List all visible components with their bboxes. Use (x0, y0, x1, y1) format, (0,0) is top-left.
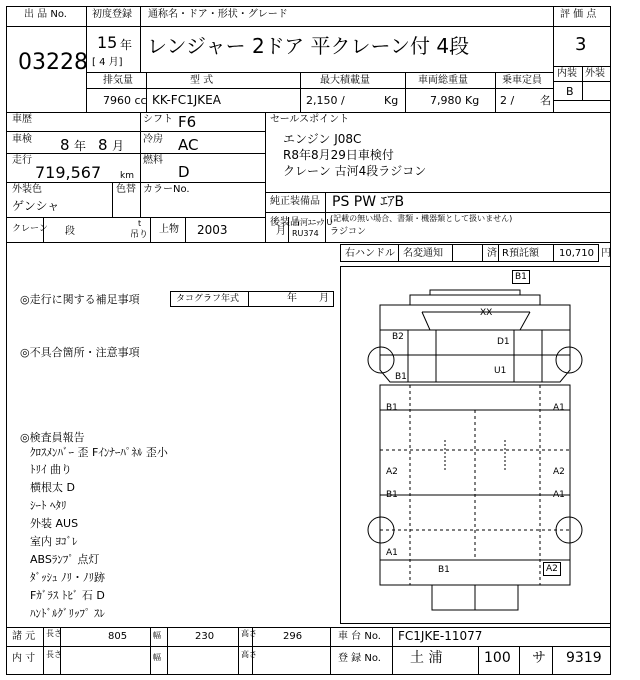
inspector-line: ｸﾛｽﾒﾝﾊﾞｰ 歪 Fｲﾝﾅｰﾊﾟﾈﾙ 歪小 (30, 446, 168, 459)
equipment-label: 純正装備品 (270, 196, 320, 207)
shift-label: シフト (143, 114, 173, 125)
tacho-label: タコグラフ年式 (176, 294, 240, 304)
grade-label: 評 価 点 (560, 9, 597, 20)
damage-mark: B1 (512, 270, 530, 284)
inspector-line: ﾄﾘｲ 曲り (30, 463, 72, 476)
first-reg-year: 15 (97, 33, 118, 52)
damage-mark: A1 (553, 490, 565, 500)
damage-mark: A1 (386, 548, 398, 558)
damage-mark: A1 (553, 403, 565, 413)
damage-mark: A2 (543, 562, 561, 576)
upper-label: 上物 (159, 224, 179, 235)
damage-mark: A2 (386, 467, 398, 477)
dims-label: 諸 元 (12, 631, 36, 642)
damage-mark: XX (480, 308, 493, 318)
chassis-number: FC1JKE-11077 (398, 629, 483, 643)
displacement-label: 排気量 (103, 75, 133, 86)
damage-mark: B1 (386, 490, 398, 500)
tacho-year-unit: 年 (287, 293, 297, 304)
inspection-label: 車検 (12, 134, 32, 145)
width-label: 幅 (153, 631, 161, 640)
sales-point-line: クレーン 古河4段ラジコン (283, 164, 427, 178)
damage-mark: A2 (553, 467, 565, 477)
color-change-label: 色替 (116, 184, 136, 195)
history-label: 車歴 (12, 114, 32, 125)
max-load: 2,150 / (306, 94, 345, 107)
aircon-label: 冷房 (143, 134, 163, 145)
max-load-unit: Kg (384, 94, 399, 107)
sales-points-label: セールスポイント (270, 114, 350, 125)
inspection-year-unit: 年 (74, 139, 87, 153)
crane-label: クレーン (12, 224, 48, 234)
damage-mark: B1 (395, 372, 407, 382)
inspector-line: ﾀﾞｯｼｭ ﾉﾘ・ﾉﾘ跡 (30, 571, 105, 584)
aftermarket-value: ラジコン (330, 227, 367, 237)
sales-point-line: R8年8月29日車検付 (283, 148, 394, 162)
fuel-value: D (178, 163, 190, 181)
upper-model: RU374 (292, 229, 319, 238)
color-label: 外装色 (12, 184, 42, 195)
inner-height-label: 高さ (241, 650, 257, 659)
inspector-line: 外装 AUS (30, 517, 79, 530)
crane-lift-label: 吊り (130, 230, 149, 240)
lot-label: 出 品 No. (24, 9, 67, 20)
steering: 右ハンドル (345, 248, 395, 259)
reg-number: 9319 (566, 650, 602, 666)
max-load-label: 最大積載量 (320, 75, 370, 86)
capacity-unit: 名 (540, 94, 551, 107)
length-label: 長さ (46, 629, 62, 638)
driving-notes-label: ◎走行に関する補足事項 (20, 293, 140, 306)
height-value: 296 (283, 631, 303, 642)
damage-mark: U1 (494, 366, 507, 376)
recycle-amount: 10,710 (559, 248, 594, 259)
inspection-year: 8 (60, 136, 70, 154)
inner-width-label: 幅 (153, 653, 161, 662)
inspector-line: Fｶﾞﾗｽ ﾄﾋﾞ 石 D (30, 589, 105, 602)
damage-mark: B1 (438, 565, 450, 575)
defects-label: ◎不具合箇所・注意事項 (20, 346, 140, 359)
capacity-label: 乗車定員 (502, 75, 542, 86)
upper-month-unit: 月 (276, 226, 286, 237)
reg-label: 登 録 No. (338, 653, 381, 664)
inspector-line: ｼｰﾄ ﾍﾀﾘ (30, 499, 67, 512)
mileage-unit: km (120, 171, 134, 181)
model-label: 型 式 (190, 75, 214, 86)
damage-mark: D1 (497, 337, 510, 347)
inspector-line: 横根太 D (30, 481, 75, 494)
inspector-line: 室内 ﾖｺﾞﾚ (30, 535, 78, 548)
interior-label: 内装 (557, 68, 577, 79)
grade-value: 3 (575, 34, 587, 55)
crane-lift-unit: t (138, 219, 142, 228)
inspector-line: ﾊﾝﾄﾞﾙｸﾞﾘｯﾌﾟ ｽﾚ (30, 607, 105, 620)
damage-mark: B2 (392, 332, 404, 342)
inspection-month: 8 (98, 136, 108, 154)
recycle-label: R預託額 (502, 248, 539, 259)
upper-year: 2003 (197, 223, 228, 237)
lot-number: 03228 (18, 50, 88, 75)
recycle-prefix: 済 (487, 248, 497, 259)
year-unit: 年 (120, 38, 133, 52)
aircon-value: AC (178, 136, 199, 154)
equipment-value: PS PW ｴｱB (332, 194, 405, 210)
upper-maker: 古河ﾕﾆｯｸ U (292, 218, 333, 227)
car-name-label: 通称名・ドア・形状・グレード (148, 9, 288, 20)
exterior-label: 外装 (585, 68, 605, 79)
mileage-label: 走行 (12, 155, 32, 166)
gross-weight-label: 車両総重量 (418, 75, 468, 86)
color-no-label: カラーNo. (143, 184, 190, 195)
damage-mark: B1 (386, 403, 398, 413)
interior-grade: B (566, 85, 574, 98)
first-reg-label: 初度登録 (92, 9, 132, 20)
fuel-label: 燃料 (143, 155, 163, 166)
displacement: 7960 cc (103, 94, 147, 107)
first-reg-month: [ 4 月] (92, 57, 123, 68)
crane-tier-unit: 段 (65, 226, 75, 237)
aftermarket-label: 後装品 (270, 217, 300, 228)
width-value: 230 (195, 631, 215, 642)
inspection-month-unit: 月 (112, 139, 125, 153)
inspector-label: ◎検査員報告 (20, 431, 85, 444)
color-value: ゲンシャ (12, 199, 60, 213)
gross-weight: 7,980 Kg (430, 94, 480, 107)
shift-value: F6 (178, 113, 197, 131)
reg-kana: サ (532, 650, 546, 666)
recycle-unit: 円 (601, 248, 611, 259)
inspector-line: ABSﾗﾝﾌﾟ 点灯 (30, 553, 100, 566)
aftermarket-note: (記載の無い場合、書類・機器類として扱いません) (330, 214, 513, 223)
inner-label: 内 寸 (12, 653, 36, 664)
mileage-value: 719,567 (35, 163, 102, 182)
reg-area: 土 浦 (410, 650, 443, 666)
length-value: 805 (108, 631, 128, 642)
renotify-label: 名変通知 (403, 248, 443, 259)
inner-length-label: 長さ (46, 650, 62, 659)
chassis-label: 車 台 No. (338, 631, 381, 642)
tacho-month-unit: 月 (319, 293, 329, 304)
height-label: 高さ (241, 629, 257, 638)
reg-class: 100 (484, 650, 511, 666)
model: KK-FC1JKEA (152, 93, 221, 107)
sales-point-line: エンジン J08C (283, 132, 362, 146)
capacity: 2 / (500, 94, 515, 107)
car-name: レンジャー 2ドア 平クレーン付 4段 (147, 34, 470, 58)
